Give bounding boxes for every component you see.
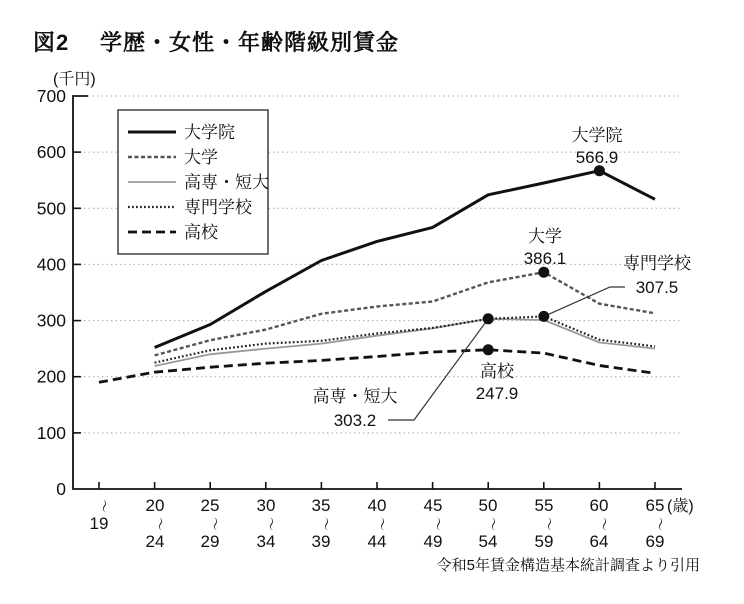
y-tick-label: 700 [36,86,66,106]
x-tick-label: 30 [256,496,276,515]
x-tick-label: 24 [145,532,165,551]
series-line-4 [99,350,655,383]
range-wave-glyph: 〜 [541,517,557,531]
source-citation: 令和5年賃金構造基本統計調査より引用 [436,557,700,574]
x-tick-label: 60 [589,496,609,515]
legend-item-label: 大学院 [184,123,235,142]
y-tick-label: 200 [36,366,66,387]
x-tick-label: 55 [534,496,554,515]
range-wave-glyph: 〜 [318,517,334,531]
range-wave-glyph: 〜 [652,517,668,531]
annotation-value-label: 247.9 [475,384,519,403]
annotation-series-label: 大学院 [571,126,623,145]
y-tick-label: 300 [36,310,66,331]
annotation-value-label: 307.5 [635,278,679,297]
range-wave-glyph: 〜 [430,517,446,531]
x-tick-label: 49 [423,532,443,551]
annotation-series-label: 専門学校 [623,254,691,273]
x-tick-label: 20 [145,496,165,515]
y-tick-labels [37,86,66,499]
range-wave-glyph: 〜 [485,517,501,531]
x-tick-label: 39 [311,532,331,551]
annotation-series-label: 高校 [480,362,514,381]
data-point-dot [483,313,494,324]
annotation-leader-line [544,287,625,316]
x-tick-label: 54 [478,532,498,551]
x-tick-label: 45 [423,496,443,515]
y-tick-label: 100 [36,422,66,443]
x-axis-unit-label: (歳) [667,498,694,515]
annotation-value-label: 303.2 [333,411,377,430]
range-wave-glyph: 〜 [374,517,390,531]
legend-item-label: 専門学校 [184,198,252,217]
range-wave-glyph: 〜 [263,517,279,531]
x-tick-label: 29 [200,532,220,551]
annotations [313,126,692,430]
x-tick-label: 35 [311,496,331,515]
series-line-2 [155,319,655,366]
legend-item-label: 大学 [184,148,218,167]
chart-title: 学歴・女性・年齢階級別賃金 [100,30,400,55]
series-line-3 [155,316,655,362]
x-tick-label: 40 [367,496,387,515]
legend-item-label: 高校 [184,223,218,242]
y-tick-label: 400 [36,254,66,275]
data-point-dot [538,311,549,322]
x-tick-label: 50 [478,496,498,515]
x-tick-label: 59 [534,532,554,551]
x-tick-label: 69 [645,532,665,551]
x-tick-label: 65 [645,496,665,515]
annotation-value-label: 386.1 [523,249,567,268]
x-tick-label: 19 [89,514,109,533]
data-point-dot [483,344,494,355]
x-tick-labels [90,496,694,551]
range-wave-glyph: 〜 [207,517,223,531]
range-wave-glyph: 〜 [152,517,168,531]
y-tick-label: 500 [36,198,66,219]
annotation-value-label: 566.9 [575,148,619,167]
x-tick-label: 44 [367,532,387,551]
range-wave-glyph: 〜 [596,517,612,531]
x-tick-label: 25 [200,496,220,515]
data-point-dot [538,267,549,278]
figure-number: 図2 [33,30,70,55]
annotation-series-label: 高専・短大 [312,387,398,406]
x-tick-label: 64 [589,532,609,551]
y-tick-label: 600 [36,142,66,163]
y-tick-label: 0 [56,479,66,499]
legend [118,110,269,254]
annotation-series-label: 大学 [528,227,562,246]
y-axis-unit-label: (千円) [53,71,96,88]
range-wave-glyph: 〜 [96,499,112,513]
x-tick-label: 34 [256,532,276,551]
annotation-leader-line [388,319,488,420]
legend-item-label: 高専・短大 [184,173,269,192]
